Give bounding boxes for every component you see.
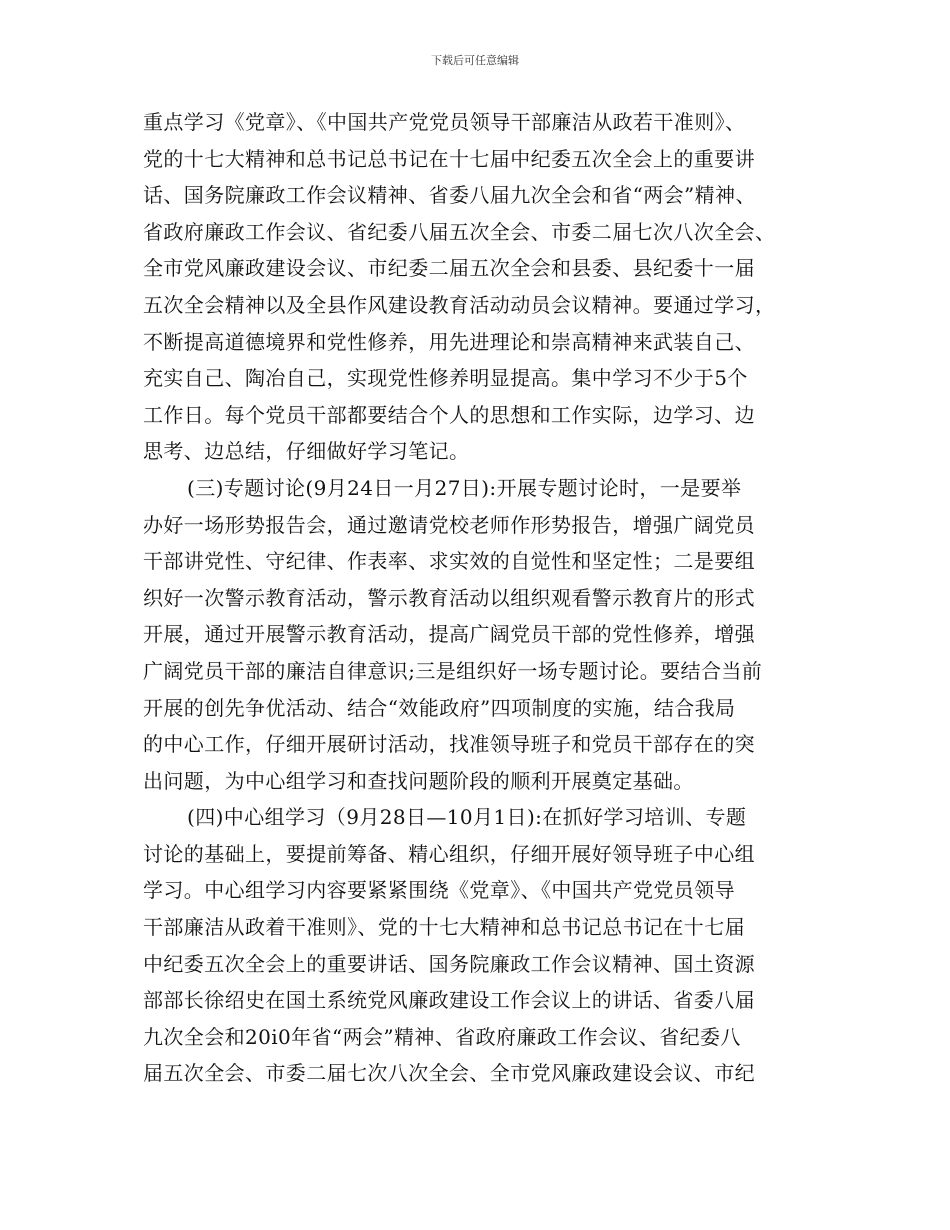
text-line: 党的十七大精神和总书记总书记在十七届中纪委五次全会上的重要讲 <box>143 146 755 171</box>
text-line: (四)中心组学习（9月28日—10月1日):在抓好学习培训、专题 <box>187 805 747 830</box>
text-line: 中纪委五次全会上的重要讲话、国务院廉政工作会议精神、国土资源 <box>143 951 755 976</box>
text-line: 话、国务院廉政工作会议精神、省委八届九次全会和省“两会”精神、 <box>143 183 756 208</box>
text-line: 织好一次警示教育活动，警示教育活动以组织观看警示教育片的形式 <box>143 585 755 610</box>
text-line: 办好一场形势报告会，通过邀请党校老师作形势报告，增强广阔党员 <box>143 512 755 537</box>
text-line: 不断提高道德境界和党性修养，用先进理论和崇高精神来武装自己、 <box>143 329 755 354</box>
text-line: 讨论的基础上，要提前筹备、精心组织，仔细开展好领导班子中心组 <box>143 841 755 866</box>
text-line: 学习。中心组学习内容要紧紧围绕《党章》、《中国共产党党员领导 <box>143 878 735 903</box>
page-header: 下载后可任意编辑 <box>431 54 519 67</box>
text-line: 全市党风廉政建设会议、市纪委二届五次全会和县委、县纪委十一届 <box>143 256 755 281</box>
text-line: 干部讲党性、守纪律、作表率、求实效的自觉性和坚定性；二是要组 <box>143 549 755 574</box>
text-line: 广阔党员干部的廉洁自律意识;三是组织好一场专题讨论。要结合当前 <box>143 658 763 683</box>
document-body <box>143 104 823 1092</box>
text-line: 的中心工作，仔细开展研讨活动，找准领导班子和党员干部存在的突 <box>143 732 755 757</box>
text-line: (三)专题讨论(9月24日一月27日):开展专题讨论时，一是要举 <box>187 475 742 500</box>
text-line: 工作日。每个党员干部都要结合个人的思想和工作实际，边学习、边 <box>143 402 755 427</box>
text-line: 干部廉洁从政着干准则》、党的十七大精神和总书记总书记在十七届 <box>143 915 745 940</box>
text-line: 五次全会精神以及全县作风建设教育活动动员会议精神。要通过学习， <box>143 292 776 317</box>
text-line: 省政府廉政工作会议、省纪委八届五次全会、市委二届七次八次全会、 <box>143 219 776 244</box>
text-line: 开展的创先争优活动、结合“效能政府”四项制度的实施，结合我局 <box>143 695 736 720</box>
text-line: 届五次全会、市委二届七次八次全会、全市党风廉政建设会议、市纪 <box>143 1061 755 1086</box>
text-line: 重点学习《党章》、《中国共产党党员领导干部廉洁从政若干准则》、 <box>143 110 746 134</box>
text-line: 出问题，为中心组学习和查找问题阶段的顺利开展奠定基础。 <box>143 768 694 793</box>
text-line: 开展，通过开展警示教育活动，提高广阔党员干部的党性修养，增强 <box>143 622 755 647</box>
text-line: 思考、边总结，仔细做好学习笔记。 <box>143 439 470 464</box>
text-line: 部部长徐绍史在国土系统党风廉政建设工作会议上的讲话、省委八届 <box>143 988 755 1013</box>
text-line: 九次全会和20i0年省“两会”精神、省政府廉政工作会议、省纪委八 <box>143 1024 741 1049</box>
text-line: 充实自己、陶冶自己，实现党性修养明显提高。集中学习不少于5个 <box>143 366 748 391</box>
